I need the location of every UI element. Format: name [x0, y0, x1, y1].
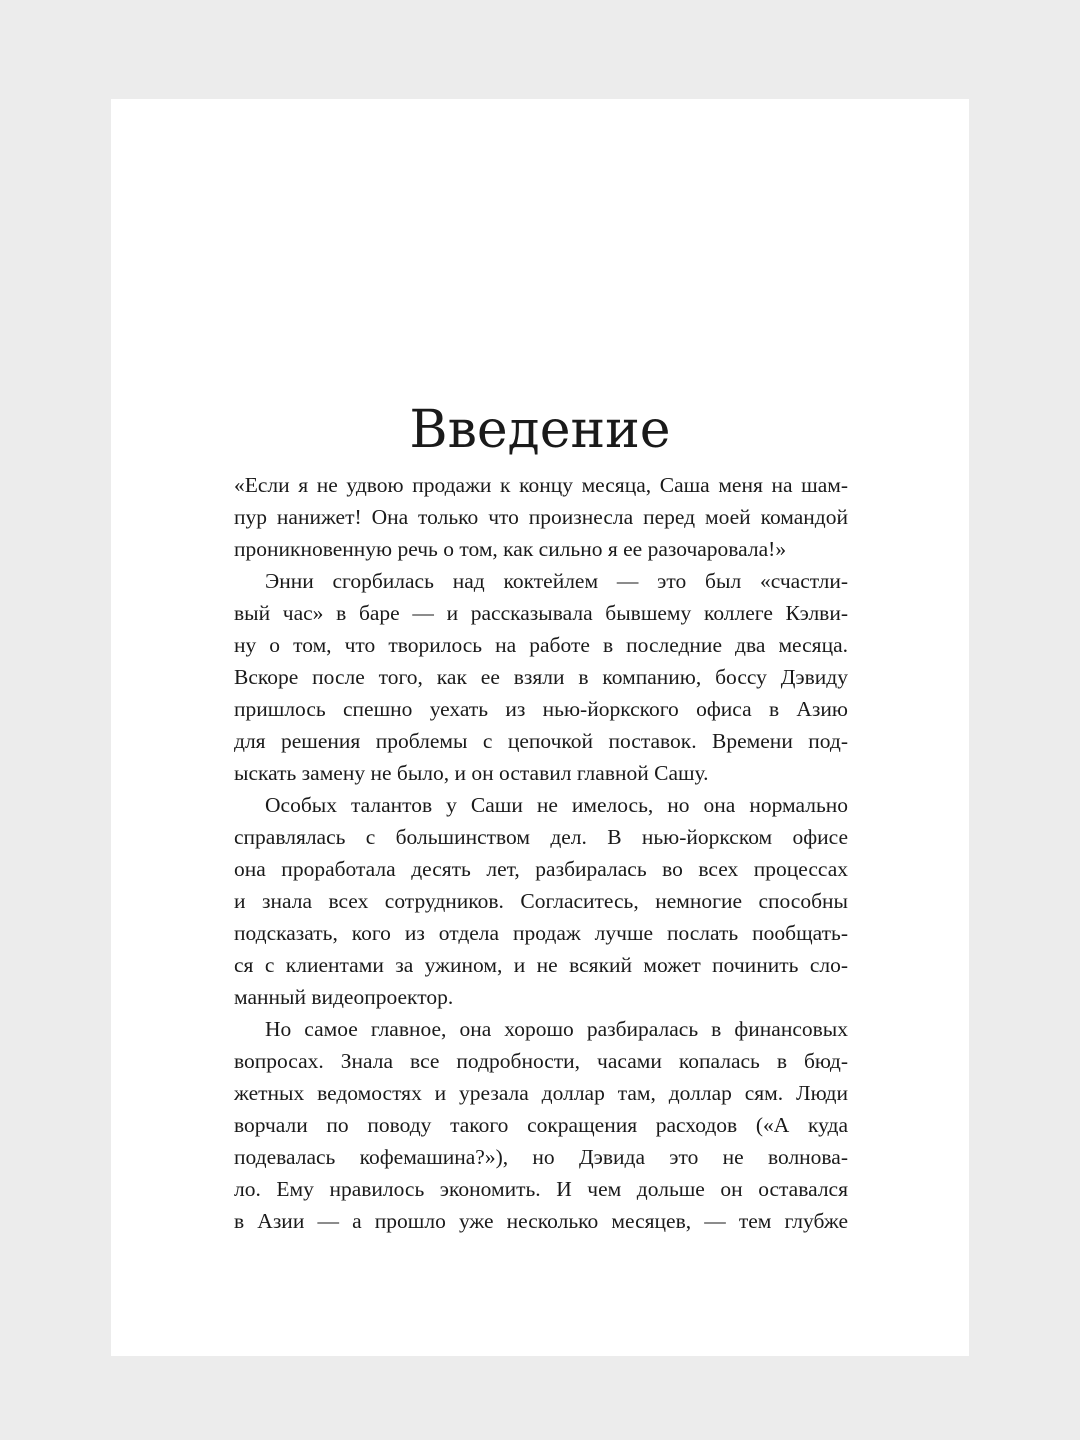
text-line: для решения проблемы с цепочкой поставок. Времени под- [234, 729, 848, 753]
text-line: ло. Ему нравилось экономить. И чем дольше он оставался [234, 1177, 848, 1201]
paragraph-3 [234, 789, 848, 1013]
text-line: ворчали по поводу такого сокращения расходов («А куда [234, 1113, 848, 1137]
text-line: жетных ведомостях и урезала доллар там, доллар сям. Люди [234, 1081, 848, 1105]
text-line: проникновенную речь о том, как сильно я ее разочаровала!» [234, 537, 787, 561]
paragraph-2 [234, 565, 848, 789]
paragraph-4 [234, 1013, 848, 1237]
book-page [111, 99, 969, 1356]
text-line: манный видеопроектор. [234, 985, 454, 1009]
paragraph-1 [234, 469, 848, 565]
text-line: ся с клиентами за ужином, и не всякий может починить сло- [234, 953, 848, 977]
text-line: вопросах. Знала все подробности, часами копалась в бюд- [234, 1049, 848, 1073]
text-line: ну о том, что творилось на работе в последние два месяца. [234, 633, 848, 657]
text-line: пришлось спешно уехать из нью-йоркского офиса в Азию [234, 697, 848, 721]
text-line: подсказать, кого из отдела продаж лучше послать пообщать- [234, 921, 848, 945]
text-line: вый час» в баре — и рассказывала бывшему коллеге Кэлви- [234, 601, 848, 625]
chapter-title: Введение [409, 400, 671, 460]
text-line: Но самое главное, она хорошо разбиралась в финансовых [265, 1017, 848, 1041]
text-line: и знала всех сотрудников. Согласитесь, немногие способны [234, 889, 848, 913]
text-line: Вскоре после того, как ее взяли в компанию, боссу Дэвиду [234, 665, 848, 689]
text-line: ыскать замену не было, и он оставил главной Сашу. [234, 761, 709, 785]
text-line: Энни сгорбилась над коктейлем — это был «счастли- [265, 569, 848, 593]
text-line: пур нанижет! Она только что произнесла перед моей командой [234, 505, 848, 529]
text-line: подевалась кофемашина?»), но Дэвида это не волнова- [234, 1145, 848, 1169]
text-line: в Азии — а прошло уже несколько месяцев, — тем глубже [234, 1209, 848, 1233]
text-line: она проработала десять лет, разбиралась во всех процессах [234, 857, 848, 881]
text-line: справлялась с большинством дел. В нью-йоркском офисе [234, 825, 848, 849]
text-line: Особых талантов у Саши не имелось, но она нормально [265, 793, 848, 817]
text-line: «Если я не удвою продажи к концу месяца, Саша меня на шам- [234, 473, 848, 497]
body-text [234, 469, 848, 1237]
